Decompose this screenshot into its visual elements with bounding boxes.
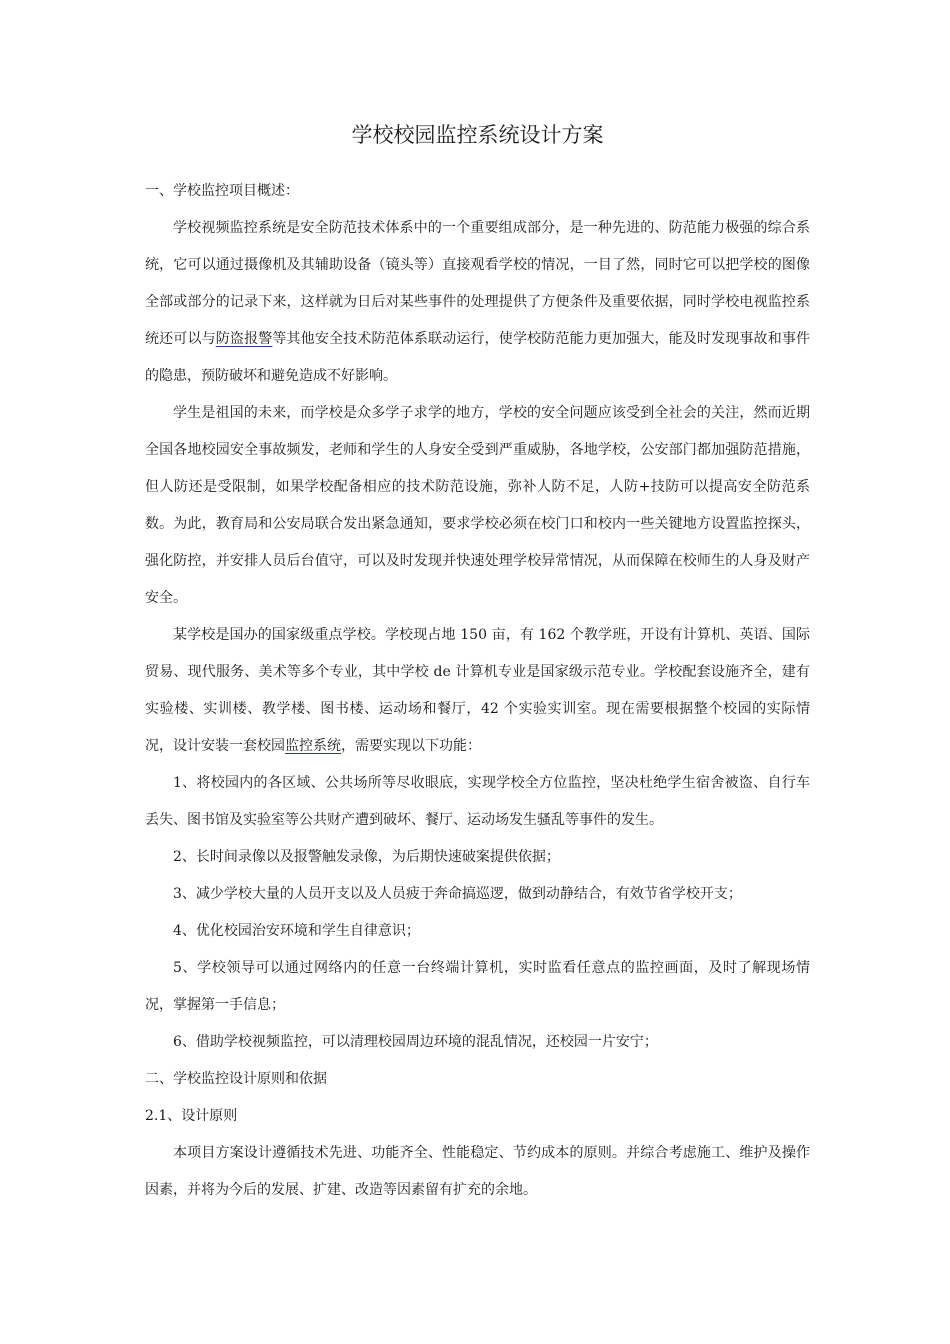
monitoring-system-link[interactable]: 监控系统: [285, 738, 341, 754]
document-page: [145, 118, 810, 1209]
function-item-6: 6、借助学校视频监控，可以清理校园周边环境的混乱情况，还校园一片安宁；: [173, 1034, 658, 1050]
paragraph-school-info-text-b: ，需要实现以下功能：: [341, 738, 481, 754]
paragraph-school-info-text-a: 某学校是国办的国家级重点学校。学校现占地 150 亩，有 162 个教学班，开设有计算机、英语、国际贸易、现代服务、美术等多个专业，其中学校 de 计算机专业是国家级示范专业。学校配套设施齐全，建有实验楼、实训楼、教学楼、图书楼、运动场和餐厅，42 个实验实训室。现在需要根据整个校园的实际情况，设计安装一套校园: [145, 627, 810, 754]
section-2-1-heading: 2.1、设计原则: [145, 1108, 238, 1124]
anti-theft-alarm-link[interactable]: 防盗报警: [215, 331, 273, 347]
paragraph-overview-text-b: 等其他安全技术防范体系联动运行，使学校防范能力更加强大，能及时发现事故和事件的隐患，预防破坏和避免造成不好影响。: [145, 331, 811, 384]
paragraph-overview-text-a: 学校视频监控系统是安全防范技术体系中的一个重要组成部分，是一种先进的、防范能力极强的综合系统，它可以通过摄像机及其辅助设备（镜头等）直接观看学校的情况，一目了然，同时它可以把学校的图像全部或部分的记录下来，这样就为日后对某些事件的处理提供了方便条件及重要依据，同时学校电视监控系统还可以与: [145, 220, 810, 347]
document-title: 学校校园监控系统设计方案: [351, 123, 604, 147]
function-item-5: 5、学校领导可以通过网络内的任意一台终端计算机，实时监看任意点的监控画面，及时了解现场情况，掌握第一手信息；: [145, 960, 810, 1013]
function-item-4: 4、优化校园治安环境和学生自律意识；: [173, 923, 420, 939]
paragraph-safety: 学生是祖国的未来，而学校是众多学子求学的地方，学校的安全问题应该受到全社会的关注，然而近期全国各地校园安全事故频发，老师和学生的人身安全受到严重威胁，各地学校，公安部门都加强防范措施，但人防还是受限制，如果学校配备相应的技术防范设施，弥补人防不足，人防+技防可以提高安全防范系数。为此，教育局和公安局联合发出紧急通知，要求学校必须在校门口和校内一些关键地方设置监控探头，强化防控，并安排人员后台值守，可以及时发现并快速处理学校异常情况，从而保障在校师生的人身及财产安全。: [145, 405, 810, 606]
paragraph-design-principle: 本项目方案设计遵循技术先进、功能齐全、性能稳定、节约成本的原则。并综合考虑施工、维护及操作因素，并将为今后的发展、扩建、改造等因素留有扩充的余地。: [145, 1145, 810, 1198]
section-1-heading: 一、学校监控项目概述：: [145, 183, 299, 199]
paragraph-school-info: [145, 617, 810, 765]
function-item-3: 3、减少学校大量的人员开支以及人员疲于奔命搞巡逻，做到动静结合，有效节省学校开支；: [173, 886, 742, 902]
paragraph-overview: [145, 210, 810, 395]
function-item-2: 2、长时间录像以及报警触发录像，为后期快速破案提供依据；: [173, 849, 560, 865]
function-item-1: 1、将校园内的各区域、公共场所等尽收眼底，实现学校全方位监控，坚决杜绝学生宿舍被盗、自行车丢失、图书馆及实验室等公共财产遭到破坏、餐厅、运动场发生骚乱等事件的发生。: [145, 775, 810, 828]
section-2-heading: 二、学校监控设计原则和依据: [145, 1071, 327, 1087]
